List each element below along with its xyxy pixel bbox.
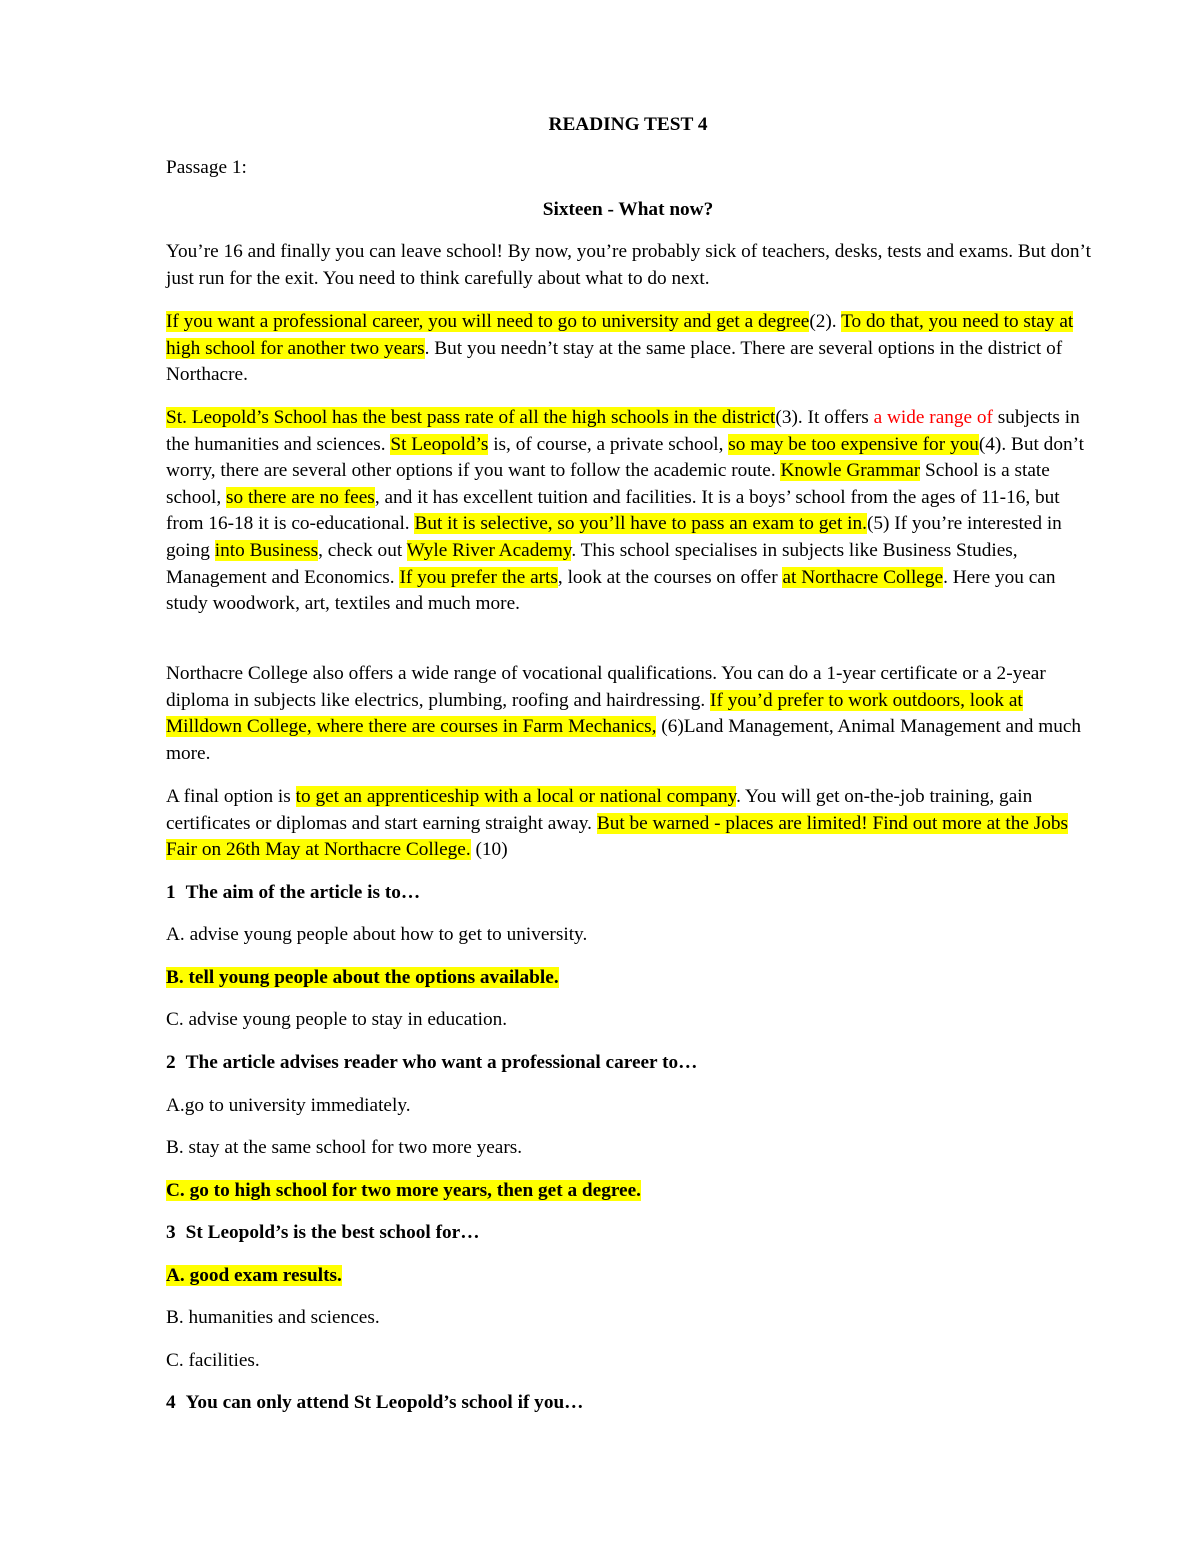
highlighted-text: But it is selective, so you’ll have to pass an exam to get in. bbox=[414, 513, 867, 535]
question-3-option-c: C. facilities. bbox=[166, 1350, 260, 1371]
highlighted-text: To do that, you need to stay at high school for another two years bbox=[166, 311, 1074, 359]
question-3-stem bbox=[166, 1220, 480, 1247]
highlighted-text: If you want a professional career, you will need to go to university and get a degree bbox=[166, 311, 810, 332]
correct-answer-highlight: C. go to high school for two more years, then get a degree. bbox=[166, 1180, 641, 1201]
question-text: The aim of the article is to… bbox=[185, 882, 421, 903]
paragraph-text: subjects in the humanities and sciences. bbox=[166, 407, 1080, 455]
paragraph-text: . But you needn’t stay at the same place. There are several options in the district of Northacre. bbox=[166, 337, 1063, 386]
highlighted-text: so there are no fees bbox=[225, 486, 375, 508]
question-2-option-c bbox=[166, 1178, 641, 1205]
highlighted-text: so may be too expensive for you bbox=[728, 433, 979, 455]
article-title: Sixteen - What now? bbox=[542, 199, 714, 220]
highlighted-text: Knowle Grammar bbox=[780, 460, 921, 482]
question-1-option-b bbox=[166, 965, 559, 992]
highlighted-text: St. Leopold’s School has the best pass rate of all the high schools in the district bbox=[166, 407, 776, 428]
question-number: 4 bbox=[166, 1392, 176, 1413]
question-1-option-a: A. advise young people about how to get to university. bbox=[166, 924, 588, 945]
article-paragraph-2 bbox=[166, 309, 1091, 389]
passage-label: Passage 1: bbox=[166, 157, 247, 178]
paragraph-text: , and it has excellent tuition and facilities. It is a boys’ school from the ages of 11-16, but from 16-18 it is co-educational. bbox=[166, 486, 1060, 535]
question-text: The article advises reader who want a professional career to… bbox=[185, 1052, 698, 1073]
highlighted-text: to get an apprenticeship with a local or national company bbox=[295, 786, 737, 807]
paragraph-text: (2). bbox=[809, 311, 842, 332]
question-1-stem bbox=[166, 880, 420, 907]
article-paragraph-3 bbox=[166, 405, 1091, 618]
highlighted-text: If you’d prefer to work outdoors, look at Milldown College, where there are courses in Farm Mechanics, bbox=[166, 689, 1023, 738]
article-paragraph-5 bbox=[166, 784, 1091, 864]
question-number: 3 bbox=[166, 1222, 176, 1243]
paragraph-text: (3). It offers bbox=[775, 407, 874, 428]
highlighted-text: Wyle River Academy bbox=[406, 539, 572, 561]
question-number: 1 bbox=[166, 882, 176, 903]
correct-answer-highlight: A. good exam results. bbox=[166, 1265, 342, 1286]
highlighted-text: But be warned - places are limited! Find out more at the Jobs Fair on 26th May at Northacre College. bbox=[166, 812, 1069, 861]
paragraph-text: (4). But don’t worry, there are several other options if you want to follow the academic route. bbox=[166, 433, 1085, 482]
highlighted-text: at Northacre College bbox=[782, 566, 944, 588]
question-2-option-b: B. stay at the same school for two more years. bbox=[166, 1137, 523, 1158]
correct-answer-highlight: B. tell young people about the options available. bbox=[166, 967, 559, 988]
highlighted-text: into Business bbox=[214, 539, 319, 561]
question-3-option-a bbox=[166, 1263, 342, 1290]
question-text: St Leopold’s is the best school for… bbox=[185, 1222, 480, 1243]
article-paragraph-4 bbox=[166, 661, 1091, 767]
highlighted-text: If you prefer the arts bbox=[399, 566, 558, 588]
question-2-option-a: A.go to university immediately. bbox=[166, 1095, 411, 1116]
paragraph-text: is, of course, a private school, bbox=[488, 433, 729, 455]
question-3-option-b: B. humanities and sciences. bbox=[166, 1307, 380, 1328]
article-paragraph-1: You’re 16 and finally you can leave school! By now, you’re probably sick of teachers, desks, tests and exams. But don’t just run for the exit. You need to think carefully about what to do next. bbox=[166, 241, 1091, 289]
question-2-stem bbox=[166, 1050, 697, 1077]
question-text: You can only attend St Leopold’s school if you… bbox=[185, 1392, 584, 1413]
paragraph-text: (6)Land Management, Animal Management and much more. bbox=[166, 716, 1082, 764]
paragraph-text: , look at the courses on offer bbox=[557, 566, 783, 588]
paragraph-text: Northacre College also offers a wide range of vocational qualifications. You can do a 1-year certificate or a 2-year diploma in subjects like electrics, plumbing, roofing and hairdressing. bbox=[166, 663, 1046, 711]
paragraph-text: School is a state school, bbox=[166, 460, 1050, 508]
red-text: a wide range of bbox=[873, 407, 993, 428]
question-4-stem bbox=[166, 1390, 583, 1417]
highlighted-text: St Leopold’s bbox=[390, 433, 489, 455]
paragraph-text: , check out bbox=[318, 539, 407, 561]
paragraph-text: (10) bbox=[470, 839, 508, 861]
document-title: READING TEST 4 bbox=[548, 114, 708, 135]
paragraph-text: . Here you can study woodwork, art, textiles and much more. bbox=[166, 566, 1056, 615]
paragraph-text: A final option is bbox=[166, 786, 296, 807]
question-1-option-c: C. advise young people to stay in education. bbox=[166, 1009, 508, 1030]
paragraph-text: (5) If you’re interested in going bbox=[166, 513, 1062, 561]
question-number: 2 bbox=[166, 1052, 176, 1073]
paragraph-text: . You will get on-the-job training, gain certificates or diplomas and start earning straight away. bbox=[166, 786, 1033, 834]
paragraph-text: . This school specialises in subjects like Business Studies, Management and Economics. bbox=[166, 539, 1018, 588]
